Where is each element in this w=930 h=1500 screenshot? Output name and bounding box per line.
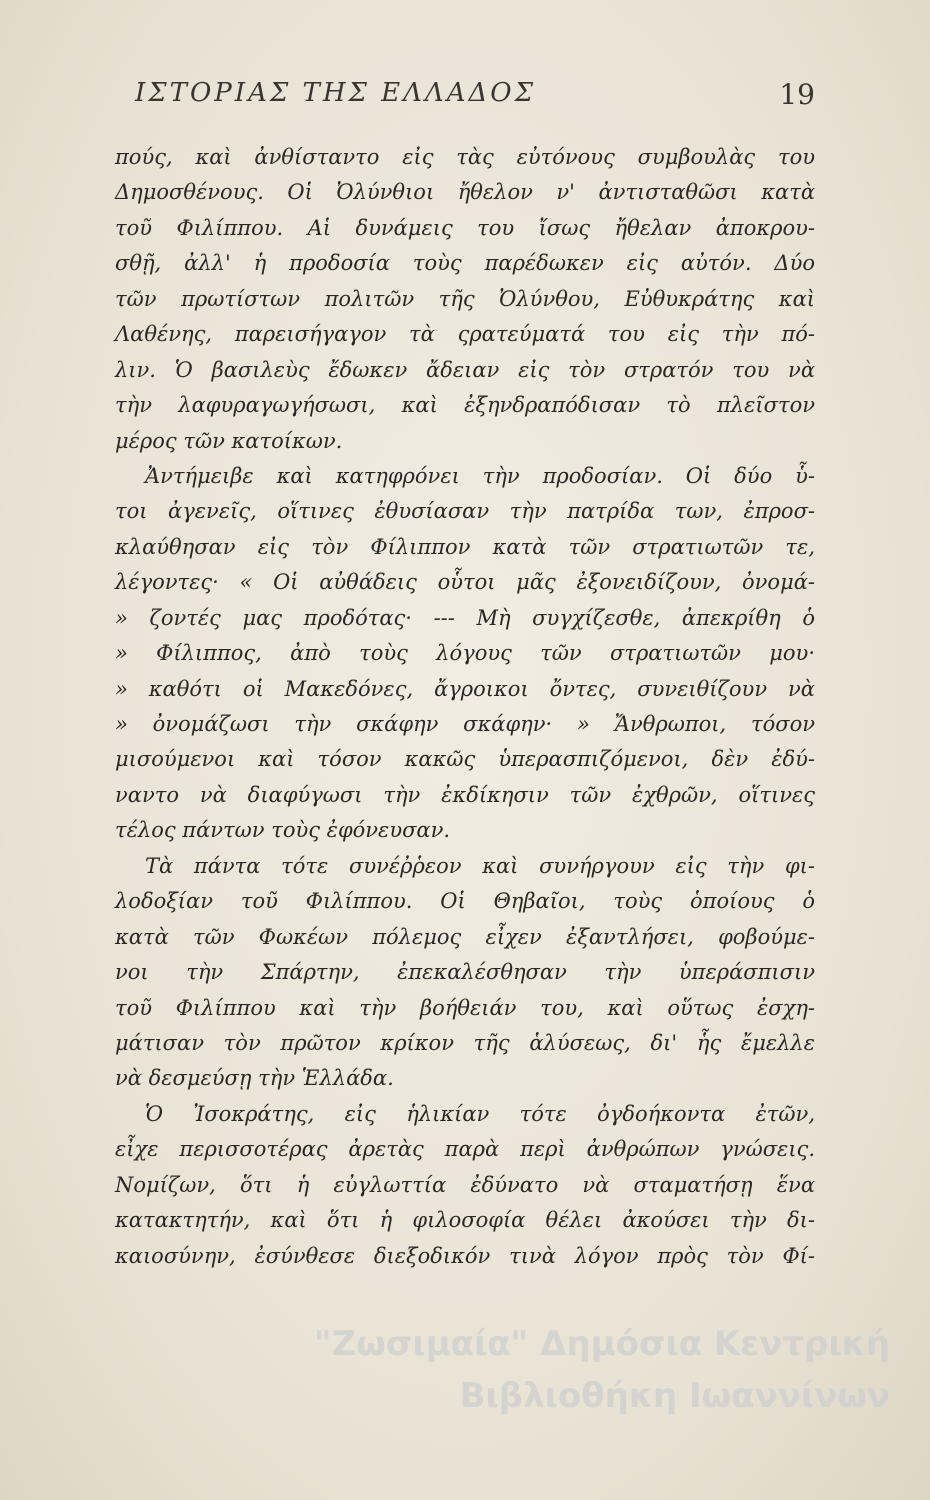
text-line: τῶν πρωτίστων πολιτῶν τῆς Ὀλύνθου, Εὐθυκράτης καὶ — [115, 286, 815, 311]
text-line: Νομίζων, ὅτι ἡ εὐγλωττία ἐδύνατο νὰ σταματήσῃ ἕνα — [115, 1172, 815, 1197]
text-line: νὰ δεσμεύσῃ τὴν Ἑλλάδα. — [115, 1066, 394, 1091]
text-line: τοῦ Φιλίππου. Αἱ δυνάμεις του ἴσως ἤθελαν ἀποκρου- — [115, 215, 815, 240]
text-line: Ἀντήμειβε καὶ κατηφρόνει τὴν προδοσίαν. Οἱ δύο ὗ- — [145, 463, 815, 488]
text-line: μάτισαν τὸν πρῶτον κρίκον τῆς ἁλύσεως, δι' ἧς ἔμελλε — [115, 1030, 815, 1055]
text-line: λοδοξίαν τοῦ Φιλίππου. Οἱ Θηβαῖοι, τοὺς ὁποίους ὁ — [115, 889, 815, 914]
text-line: τοῦ Φιλίππου καὶ τὴν βοήθειάν του, καὶ οὕτως ἐσχη- — [115, 995, 815, 1020]
text-line: Δημοσθένους. Οἱ Ὀλύνθιοι ἤθελον ν' ἀντισταθῶσι κατὰ — [115, 180, 815, 205]
text-line: λέγοντες· « Οἱ αὐθάδεις οὗτοι μᾶς ἐξονειδίζουν, ὀνομά- — [115, 570, 815, 595]
text-line: Λαθένης, παρεισήγαγον τὰ ςρατεύματά του εἰς τὴν πό- — [115, 322, 815, 347]
watermark-line-1: "Ζωσιμαία" Δημόσια Κεντρική — [313, 1324, 890, 1364]
text-line: τέλος πάντων τοὺς ἐφόνευσαν. — [115, 818, 451, 843]
library-watermark — [290, 1318, 890, 1422]
text-line: » ὀνομάζωσι τὴν σκάφην σκάφην· » Ἄνθρωποι, τόσον — [115, 712, 815, 736]
watermark-line-2: Βιβλιοθήκη Ιωαννίνων — [459, 1376, 890, 1416]
text-line: ναντο νὰ διαφύγωσι τὴν ἐκδίκησιν τῶν ἐχθρῶν, οἵτινες — [115, 782, 815, 807]
text-line: νοι τὴν Σπάρτην, ἐπεκαλέσθησαν τὴν ὑπεράσπισιν — [115, 960, 815, 985]
text-line: λιν. Ὁ βασιλεὺς ἔδωκεν ἄδειαν εἰς τὸν στρατόν του νὰ — [115, 357, 815, 382]
page-number: 19 — [779, 78, 815, 111]
text-line: σθῇ, ἀλλ' ἡ προδοσία τοὺς παρέδωκεν εἰς αὐτόν. Δύο — [115, 251, 815, 276]
text-line: κατακτητήν, καὶ ὅτι ἡ φιλοσοφία θέλει ἀκούσει τὴν δι- — [115, 1208, 815, 1233]
text-line: μισούμενοι καὶ τόσον κακῶς ὑπερασπιζόμενοι, δὲν ἐδύ- — [115, 747, 815, 772]
text-line: Τὰ πάντα τότε συνέῤῥεον καὶ συνήργουν εἰς τὴν φι- — [145, 853, 815, 878]
text-line: τοι ἀγενεῖς, οἵτινες ἐθυσίασαν τὴν πατρίδα των, ἐπροσ- — [115, 499, 815, 524]
text-line: μέρος τῶν κατοίκων. — [115, 428, 343, 453]
text-line: » Φίλιππος, ἀπὸ τοὺς λόγους τῶν στρατιωτῶν μου· — [115, 641, 815, 666]
text-line: πούς, καὶ ἀνθίσταντο εἰς τὰς εὐτόνους συμβουλὰς του — [115, 145, 815, 169]
text-line: Ὁ Ἰσοκράτης, εἰς ἡλικίαν τότε ὀγδοήκοντα ἐτῶν, — [145, 1101, 815, 1126]
running-head: ΙΣΤΟΡΙΑΣ ΤΗΣ ΕΛΛΑΔΟΣ — [135, 78, 536, 108]
text-line: κλαύθησαν εἰς τὸν Φίλιππον κατὰ τῶν στρατιωτῶν τε, — [115, 534, 815, 559]
text-line: κατὰ τῶν Φωκέων πόλεμος εἶχεν ἐξαντλήσει, φοβούμε- — [115, 924, 815, 949]
text-line: εἶχε περισσοτέρας ἀρετὰς παρὰ περὶ ἀνθρώπων γνώσεις. — [115, 1137, 815, 1162]
body-text — [115, 140, 815, 1274]
text-line: » καθότι οἱ Μακεδόνες, ἄγροικοι ὄντες, συνειθίζουν νὰ — [115, 676, 815, 701]
text-line: καιοσύνην, ἐσύνθεσε διεξοδικόν τινὰ λόγον πρὸς τὸν Φί- — [115, 1243, 815, 1268]
page-header — [115, 78, 835, 122]
text-line: τὴν λαφυραγωγήσωσι, καὶ ἐξηνδραπόδισαν τὸ πλεῖστον — [115, 393, 815, 418]
text-line: » ζοντές μας προδότας· --- Μὴ συγχίζεσθε, ἀπεκρίθη ὁ — [115, 605, 815, 630]
